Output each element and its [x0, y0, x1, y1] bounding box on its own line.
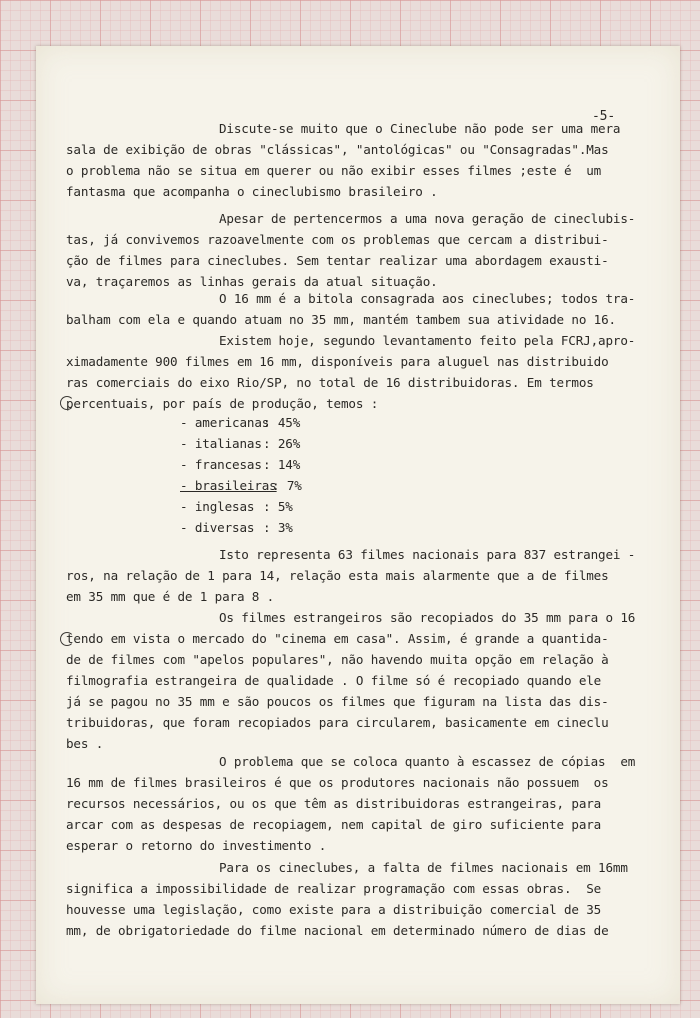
- text-line: Discute-se muito que o Cineclube não pode ser uma mera: [219, 121, 621, 136]
- list-item-label: - americanas: [180, 415, 270, 430]
- text-line: ção de filmes para cineclubes. Sem tentar realizar uma abordagem exausti-: [66, 253, 609, 268]
- text-line: va, traçaremos as linhas gerais da atual situação.: [66, 274, 438, 289]
- list-item-value: : 26%: [263, 436, 301, 451]
- text-line: O problema que se coloca quanto à escassez de cópias em: [219, 754, 636, 769]
- text-line: Para os cineclubes, a falta de filmes nacionais em 16mm: [219, 860, 628, 875]
- text-line: ras comerciais do eixo Rio/SP, no total de 16 distribuidoras. Em termos: [66, 375, 594, 390]
- text-line: percentuais, por país de produção, temos :: [66, 396, 379, 411]
- page-number: -5-: [592, 109, 616, 124]
- text-line: recursos necessários, ou os que têm as distribuidoras estrangeiras, para: [66, 796, 602, 811]
- text-line: em 35 mm que é de 1 para 8 .: [66, 589, 275, 604]
- list-item-label: - brasileiras: [180, 478, 277, 493]
- text-line: tribuidoras, que foram recopiados para circularem, basicamente em cineclu: [66, 715, 609, 730]
- punch-hole-mark: [60, 396, 74, 410]
- text-line: bes .: [66, 736, 104, 751]
- text-line: significa a impossibilidade de realizar programação com essas obras. Se: [66, 881, 602, 896]
- list-item-label: - italianas: [180, 436, 262, 451]
- text-line: Isto representa 63 filmes nacionais para 837 estrangei -: [219, 547, 636, 562]
- list-item-value: : 3%: [263, 520, 293, 535]
- text-line: balham com ela e quando atuam no 35 mm, mantém tambem sua atividade no 16.: [66, 312, 616, 327]
- text-line: ros, na relação de 1 para 14, relação esta mais alarmente que a de filmes: [66, 568, 609, 583]
- text-line: arcar com as despesas de recopiagem, nem capital de giro suficiente para: [66, 817, 602, 832]
- text-line: já se pagou no 35 mm e são poucos os filmes que figuram na lista das dis-: [66, 694, 609, 709]
- text-line: tendo em vista o mercado do "cinema em casa". Assim, é grande a quantida-: [66, 631, 609, 646]
- text-line: fantasma que acompanha o cineclubismo brasileiro .: [66, 184, 438, 199]
- text-line: houvesse uma legislação, como existe para a distribuição comercial de 35: [66, 902, 602, 917]
- text-line: Existem hoje, segundo levantamento feito pela FCRJ,apro-: [219, 333, 636, 348]
- text-line: Os filmes estrangeiros são recopiados do 35 mm para o 16: [219, 610, 636, 625]
- typed-page: [36, 46, 680, 1004]
- list-item-value: : 45%: [263, 415, 301, 430]
- list-item-value: : 14%: [263, 457, 301, 472]
- text-line: esperar o retorno do investimento .: [66, 838, 327, 853]
- text-line: tas, já convivemos razoavelmente com os problemas que cercam a distribui-: [66, 232, 609, 247]
- list-item-label: - diversas: [180, 520, 255, 535]
- text-line: o problema não se situa em querer ou não exibir esses filmes ;este é um: [66, 163, 602, 178]
- list-item-value: : 5%: [263, 499, 293, 514]
- text-line: filmografia estrangeira de qualidade . O filme só é recopiado quando ele: [66, 673, 602, 688]
- list-item-label: - francesas: [180, 457, 262, 472]
- punch-hole-mark: [60, 632, 74, 646]
- text-line: ximadamente 900 filmes em 16 mm, disponíveis para aluguel nas distribuido: [66, 354, 609, 369]
- text-line: Apesar de pertencermos a uma nova geração de cineclubis-: [219, 211, 636, 226]
- text-line: sala de exibição de obras "clássicas", "antológicas" ou "Consagradas".Mas: [66, 142, 609, 157]
- list-item-label: - inglesas: [180, 499, 255, 514]
- text-line: 16 mm de filmes brasileiros é que os produtores nacionais não possuem os: [66, 775, 609, 790]
- text-line: mm, de obrigatoriedade do filme nacional em determinado número de dias de: [66, 923, 609, 938]
- list-item-value: : 7%: [272, 478, 302, 493]
- text-line: O 16 mm é a bitola consagrada aos cineclubes; todos tra-: [219, 291, 636, 306]
- text-line: de de filmes com "apelos populares", não havendo muita opção em relação à: [66, 652, 609, 667]
